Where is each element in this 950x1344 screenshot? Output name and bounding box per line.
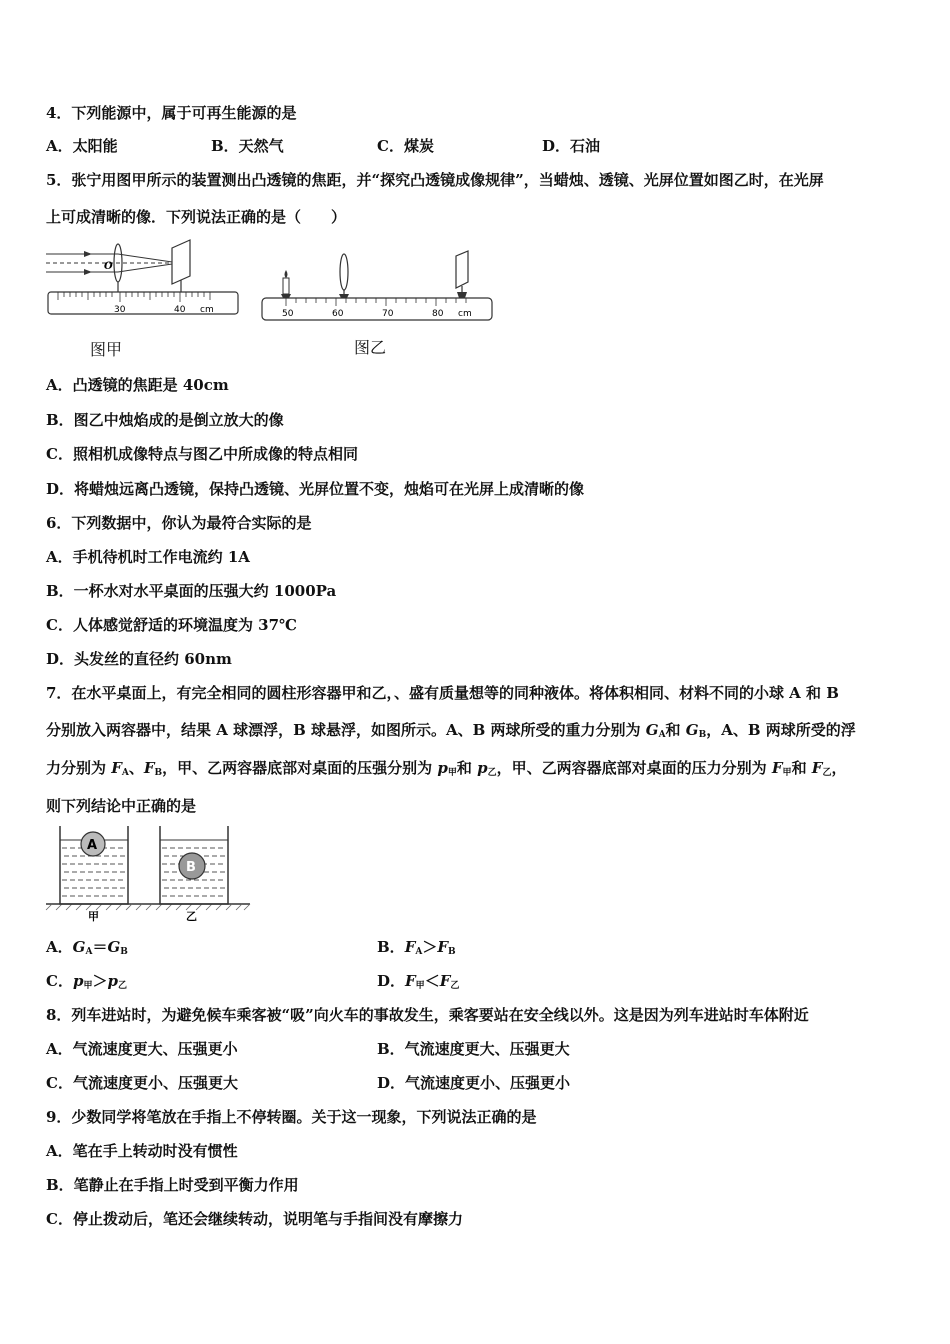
q4-option-d: D．石油 (542, 137, 601, 155)
q7-sub-a: A (658, 730, 666, 740)
q7-opt-d-sub1: 甲 (415, 981, 425, 991)
q8-option-b: B．气流速度更大、压强更大 (377, 1040, 570, 1058)
q5-option-d: D．将蜡烛远离凸透镜，保持凸透镜、光屏位置不变，烛焰可在光屏上成清晰的像 (46, 480, 585, 498)
q4-option-b: B．天然气 (211, 137, 284, 155)
q7-opt-d-sub2: 乙 (450, 981, 460, 991)
q7-opt-c-p2: p (107, 972, 118, 990)
q7-opt-b-f2: F (437, 938, 448, 956)
q7-opt-c-sub2: 乙 (117, 981, 127, 991)
q6-stem: 6．下列数据中，你认为最符合实际的是 (46, 514, 312, 532)
q7-ball-b-label: B (186, 860, 196, 875)
q5-fig-jia-tick-unit: cm (200, 305, 214, 315)
q7-opt-a-g2: G (107, 938, 121, 956)
q7-line3 (46, 758, 846, 783)
q5-stem-line1: 5．张宁用图甲所示的装置测出凸透镜的焦距，并“探究凸透镜成像规律”，当蜡烛、透镜、光屏位置如图乙时，在光屏 (46, 171, 824, 189)
q7-opt-b-sub2: B (448, 947, 456, 957)
q6-option-b: B．一杯水对水平桌面的压强大约 1000Pa (46, 582, 337, 600)
q7-opt-c-prefix: C． (46, 972, 73, 990)
q5-figure-yi (258, 248, 498, 328)
q5-fig-yi-tick-80: 80 (432, 309, 444, 319)
q5-option-b: B．图乙中烛焰成的是倒立放大的像 (46, 411, 284, 429)
q7-opt-b-f1: F (404, 938, 416, 956)
q7-opt-c-gt: ＞ (92, 972, 108, 990)
q5-stem-line2: 上可成清晰的像．下列说法正确的是（ ） (46, 208, 347, 226)
q7-opt-d-lt: ＜ (424, 972, 440, 990)
q7-line3-text-g: ， (831, 759, 847, 777)
q7-label-jia: 甲 (88, 910, 99, 922)
q7-line3-text-f: 和 (791, 759, 812, 777)
q7-sub-b: B (698, 730, 707, 740)
q7-figure-containers (44, 822, 254, 922)
q4-option-a: A．太阳能 (46, 137, 118, 155)
q7-line2-text-c: ，A、B 两球所受的浮 (706, 721, 856, 739)
q7-opt-d-prefix: D． (377, 972, 406, 990)
q7-opt-a-prefix: A． (46, 938, 73, 956)
q8-option-c: C．气流速度更小、压强更大 (46, 1074, 238, 1092)
q9-option-b: B．笔静止在手指上时受到平衡力作用 (46, 1176, 299, 1194)
q5-fig-jia-tick-40: 40 (174, 305, 186, 315)
q7-line3-text-b: 、 (128, 759, 144, 777)
q9-stem: 9．少数同学将笔放在手指上不停转圈。关于这一现象，下列说法正确的是 (46, 1108, 537, 1126)
q5-option-a: A．凸透镜的焦距是 40cm (46, 376, 229, 394)
q7-sym-pjia: p (437, 759, 448, 777)
q7-option-d (377, 971, 459, 996)
q5-fig-yi-tick-unit: cm (458, 309, 472, 319)
q7-opt-c-p1: p (72, 972, 84, 990)
q7-sym-pyi: p (477, 759, 488, 777)
q7-opt-d-f2: F (439, 972, 451, 990)
q5-fig-yi-caption: 图乙 (354, 338, 387, 357)
q7-line3-text-e: ，甲、乙两容器底部对桌面的压力分别为 (496, 759, 772, 777)
q7-opt-a-sub1: A (85, 947, 93, 957)
q8-stem: 8．列车进站时，为避免候车乘客被“吸”向火车的事故发生，乘客要站在安全线以外。这是因为列车进站时车体附近 (46, 1006, 809, 1024)
q7-sub-pyi: 乙 (487, 768, 497, 778)
q7-line3-text-d: 和 (456, 759, 478, 777)
q5-fig-jia-point-o: O (104, 261, 113, 272)
q7-label-yi: 乙 (186, 910, 197, 922)
q7-line4: 则下列结论中正确的是 (46, 797, 197, 815)
q7-option-b (377, 937, 456, 962)
q7-sym-fyi: F (811, 759, 823, 777)
q4-stem: 4．下列能源中，属于可再生能源的是 (46, 104, 297, 122)
q7-sub-fb: B (154, 768, 163, 778)
q7-opt-b-sub1: A (415, 947, 423, 957)
q7-opt-a-g1: G (72, 938, 86, 956)
q5-option-c: C．照相机成像特点与图乙中所成像的特点相同 (46, 445, 358, 463)
q5-fig-yi-tick-60: 60 (332, 309, 344, 319)
q5-figure-jia (44, 238, 244, 328)
q7-sym-fb: F (143, 759, 155, 777)
q6-option-a: A．手机待机时工作电流约 1A (46, 548, 250, 566)
q7-line3-text-c: ，甲、乙两容器底部对桌面的压强分别为 (162, 759, 438, 777)
q5-fig-yi-tick-50: 50 (282, 309, 294, 319)
q7-sym-gb: G (685, 721, 699, 739)
q7-opt-b-prefix: B． (377, 938, 405, 956)
q7-opt-c-sub1: 甲 (83, 981, 93, 991)
q7-option-c (46, 971, 127, 996)
q6-option-c: C．人体感觉舒适的环境温度为 37℃ (46, 616, 298, 634)
q5-fig-yi-tick-70: 70 (382, 309, 394, 319)
q7-sub-fa: A (121, 768, 129, 778)
q5-fig-jia-tick-30: 30 (114, 305, 126, 315)
q9-option-c: C．停止拨动后，笔还会继续转动，说明笔与手指间没有摩擦力 (46, 1210, 463, 1228)
q7-line1: 7．在水平桌面上，有完全相同的圆柱形容器甲和乙，、盛有质量想等的同种液体。将体积相同、材料不同的小球 A 和 B (46, 684, 839, 702)
q7-line3-text-a: 力分别为 (46, 759, 112, 777)
q5-fig-jia-caption: 图甲 (90, 340, 123, 359)
q7-line2-text-a: 分别放入两容器中，结果 A 球漂浮，B 球悬浮，如图所示。A、B 两球所受的重力分别为 (46, 721, 646, 739)
q7-sym-fa: F (111, 759, 122, 777)
q4-option-c: C．煤炭 (377, 137, 434, 155)
q7-line2 (46, 720, 856, 745)
q8-option-a: A．气流速度更大、压强更小 (46, 1040, 238, 1058)
q7-sym-fjia: F (771, 759, 783, 777)
q7-sub-pjia: 甲 (447, 768, 457, 778)
q7-sym-ga: G (645, 721, 659, 739)
q7-opt-d-f1: F (405, 972, 416, 990)
q8-option-d: D．气流速度更小、压强更小 (377, 1074, 571, 1092)
q7-opt-a-eq: ＝ (92, 938, 108, 956)
q7-ball-a-label: A (87, 838, 98, 853)
q9-option-a: A．笔在手上转动时没有惯性 (46, 1142, 238, 1160)
q7-opt-a-sub2: B (120, 947, 128, 957)
q7-line2-text-b: 和 (665, 721, 686, 739)
q7-sub-fjia: 甲 (782, 768, 792, 778)
q7-option-a (46, 937, 128, 962)
q7-opt-b-gt: ＞ (422, 938, 438, 956)
q7-sub-fyi: 乙 (822, 768, 832, 778)
q6-option-d: D．头发丝的直径约 60nm (46, 650, 232, 668)
